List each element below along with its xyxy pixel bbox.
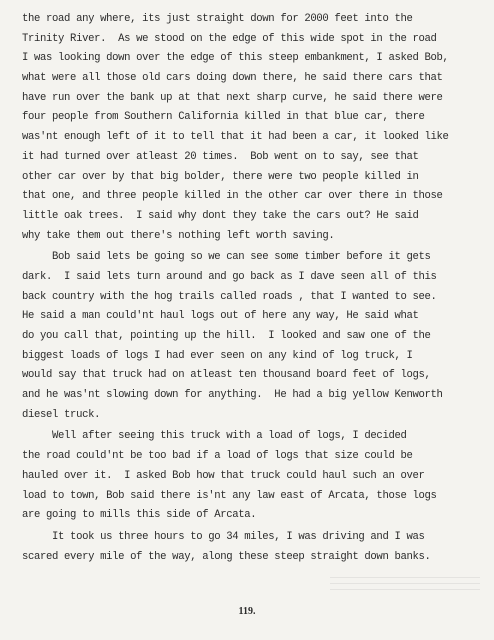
text-line: it had turned over atleast 20 times. Bob went on to say, see that: [22, 150, 419, 163]
text-line: the road any where, its just straight down for 2000 feet into the: [22, 13, 413, 25]
text-line: back country with the hog trails called roads , that I wanted to see.: [22, 290, 437, 303]
text-line: Trinity River. As we stood on the edge of this wide spot in the road: [22, 32, 437, 45]
text-line: It took us three hours to go 34 miles, I was driving and I was: [22, 530, 425, 543]
text-line: have run over the bank up at that next sharp curve, he said there were: [22, 91, 443, 104]
text-line: Well after seeing this truck with a load of logs, I decided: [22, 430, 407, 443]
text-line: Bob said lets be going so we can see some timber before it gets: [22, 251, 431, 264]
text-line: would say that truck had on atleast ten thousand board feet of logs,: [22, 369, 431, 382]
text-line: was'nt enough left of it to tell that it had been a car, it looked like: [22, 131, 449, 144]
text-line: other car over by that big bolder, there were two people killed in: [22, 170, 419, 183]
body-text: [22, 10, 484, 567]
text-line: that one, and three people killed in the other car over there in those: [22, 190, 443, 203]
text-line: hauled over it. I asked Bob how that truck could haul such an over: [22, 469, 425, 482]
text-line: the road could'nt be too bad if a load of logs that size could be: [22, 450, 413, 463]
text-line: diesel truck.: [22, 408, 101, 421]
text-line: and he was'nt slowing down for anything. He had a big yellow Kenworth: [22, 389, 443, 402]
text-line: do you call that, pointing up the hill. I looked and saw one of the: [22, 330, 431, 342]
text-line: load to town, Bob said there is'nt any law east of Arcata, those logs: [22, 489, 437, 502]
text-line: dark. I said lets turn around and go back as I dave seen all of this: [22, 270, 437, 283]
show-through-texture: [330, 575, 480, 595]
text-line: are going to mills this side of Arcata.: [22, 509, 257, 522]
text-line: scared every mile of the way, along these steep straight down banks.: [22, 550, 431, 563]
text-line: little oak trees. I said why dont they take the cars out? He said: [22, 209, 419, 222]
text-line: what were all those old cars doing down there, he said there cars that: [22, 72, 443, 85]
text-line: why take them out there's nothing left worth saving.: [22, 229, 335, 242]
text-line: four people from Southern California killed in that blue car, there: [22, 111, 425, 124]
text-line: I was looking down over the edge of this steep embankment, I asked Bob,: [22, 52, 449, 65]
text-line: He said a man could'nt haul logs out of here any way, He said what: [22, 310, 419, 323]
text-line: biggest loads of logs I had ever seen on any kind of log truck, I: [22, 349, 413, 362]
page-number: 119.: [238, 606, 256, 617]
